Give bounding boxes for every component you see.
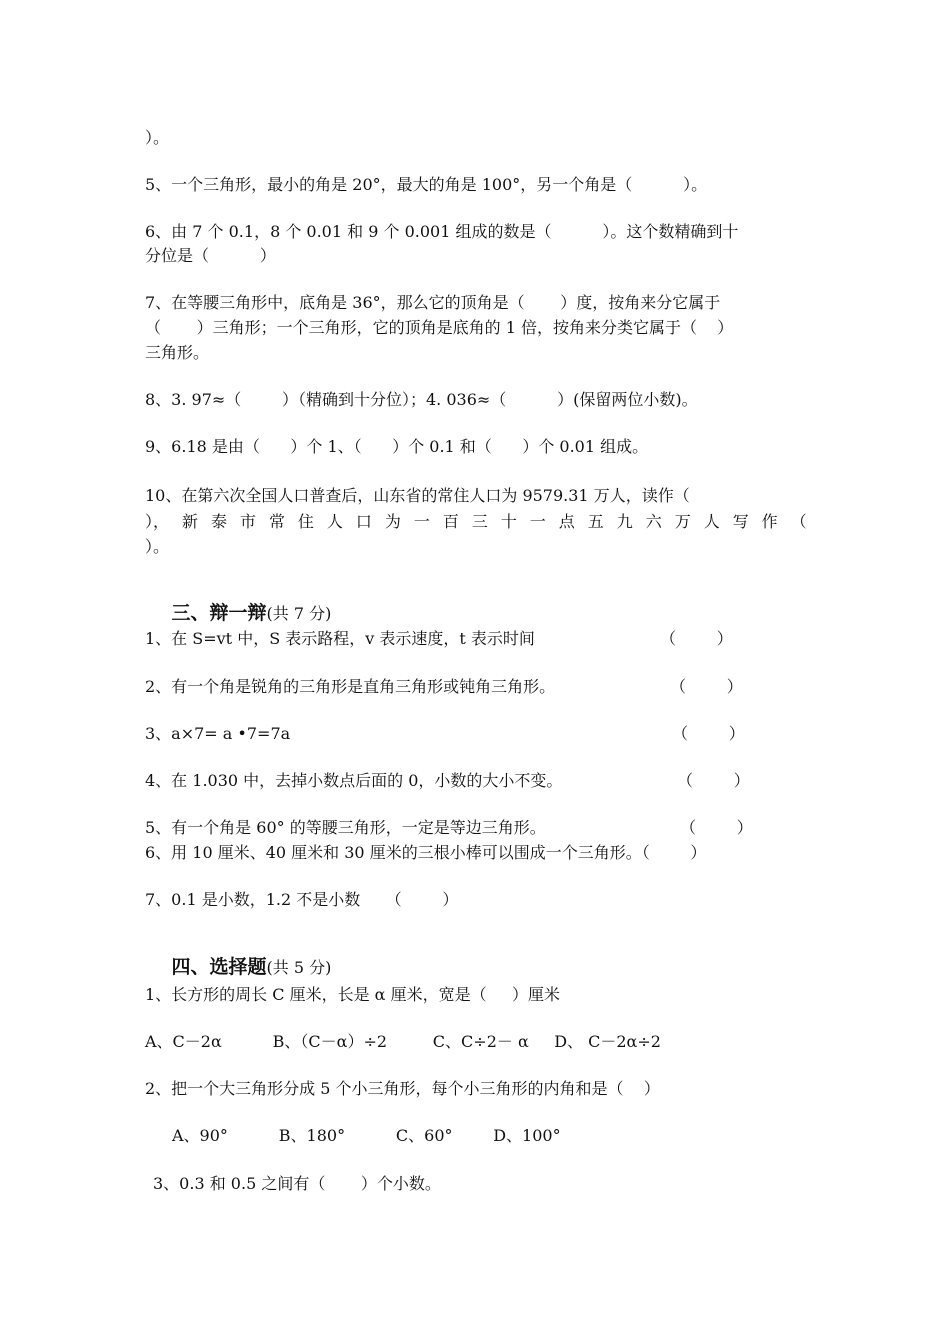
judge-item-1: 1、在 S=vt 中，S 表示路程，v 表示速度，t 表示时间 — [145, 629, 535, 648]
answer-blank-4: （ ） — [677, 771, 750, 790]
question-9: 9、6.18 是由（ ）个 1、（ ）个 0.1 和（ ）个 0.01 组成。 — [145, 437, 649, 456]
answer-blank-3: （ ） — [672, 724, 745, 743]
question-4-continuation: ）。 — [145, 128, 170, 147]
answer-blank-2: （ ） — [670, 677, 743, 696]
choice-question-2-options: A、90° B、180° C、60° D、100° — [172, 1126, 561, 1145]
choice-question-1: 1、长方形的周长 C 厘米，长是 α 厘米，宽是（ ）厘米 — [145, 985, 561, 1004]
question-6-line-2: 分位是（ ） — [145, 246, 276, 265]
choice-question-1-options: A、C－2α B、（C－α）÷2 C、C÷2－ α D、 C－2α÷2 — [145, 1032, 661, 1051]
question-10-line-1: 10、在第六次全国人口普查后，山东省的常住人口为 9579.31 万人，读作（ — [145, 486, 690, 505]
choice-question-3: 3、0.3 和 0.5 之间有（ ）个小数。 — [153, 1174, 441, 1193]
question-10-line-3: ）。 — [145, 537, 170, 556]
judge-item-5: 5、有一个角是 60° 的等腰三角形，一定是等边三角形。 — [145, 818, 546, 837]
answer-blank-5: （ ） — [680, 818, 753, 837]
judge-item-4: 4、在 1.030 中，去掉小数点后面的 0，小数的大小不变。 — [145, 771, 563, 790]
question-7-line-3: 三角形。 — [145, 343, 210, 362]
judge-item-2: 2、有一个角是锐角的三角形是直角三角形或钝角三角形。 — [145, 677, 556, 696]
judge-item-3: 3、a×7= a •7=7a — [145, 724, 291, 743]
section-4-heading: 四、选择题(共 5 分) — [171, 956, 332, 978]
question-8: 8、3. 97≈（ ）（精确到十分位）；4. 036≈（ ）(保留两位小数)。 — [145, 390, 698, 409]
section-3-heading: 三、辩一辩(共 7 分) — [171, 602, 332, 624]
choice-question-2: 2、把一个大三角形分成 5 个小三角形，每个小三角形的内角和是（ ） — [145, 1079, 660, 1098]
question-7-line-1: 7、在等腰三角形中，底角是 36°，那么它的顶角是（ ）度，按角来分它属于 — [145, 293, 721, 312]
question-7-line-2: （ ）三角形；一个三角形，它的顶角是底角的 1 倍，按角来分类它属于（ ） — [145, 318, 734, 337]
judge-item-6: 6、用 10 厘米、40 厘米和 30 厘米的三根小棒可以围成一个三角形。（ ） — [145, 843, 707, 862]
question-5: 5、一个三角形，最小的角是 20°，最大的角是 100°，另一个角是（ ）。 — [145, 175, 708, 194]
question-10-line-2: ）， 新 泰 市 常 住 人 口 为 一 百 三 十 一 点 五 九 六 万 人 写 作 （ — [145, 512, 807, 531]
question-6-line-1: 6、由 7 个 0.1，8 个 0.01 和 9 个 0.001 组成的数是（ ）。这个数精确到十 — [145, 222, 739, 241]
judge-item-7: 7、0.1 是小数，1.2 不是小数 （ ） — [145, 890, 459, 909]
answer-blank-1: （ ） — [660, 629, 733, 648]
